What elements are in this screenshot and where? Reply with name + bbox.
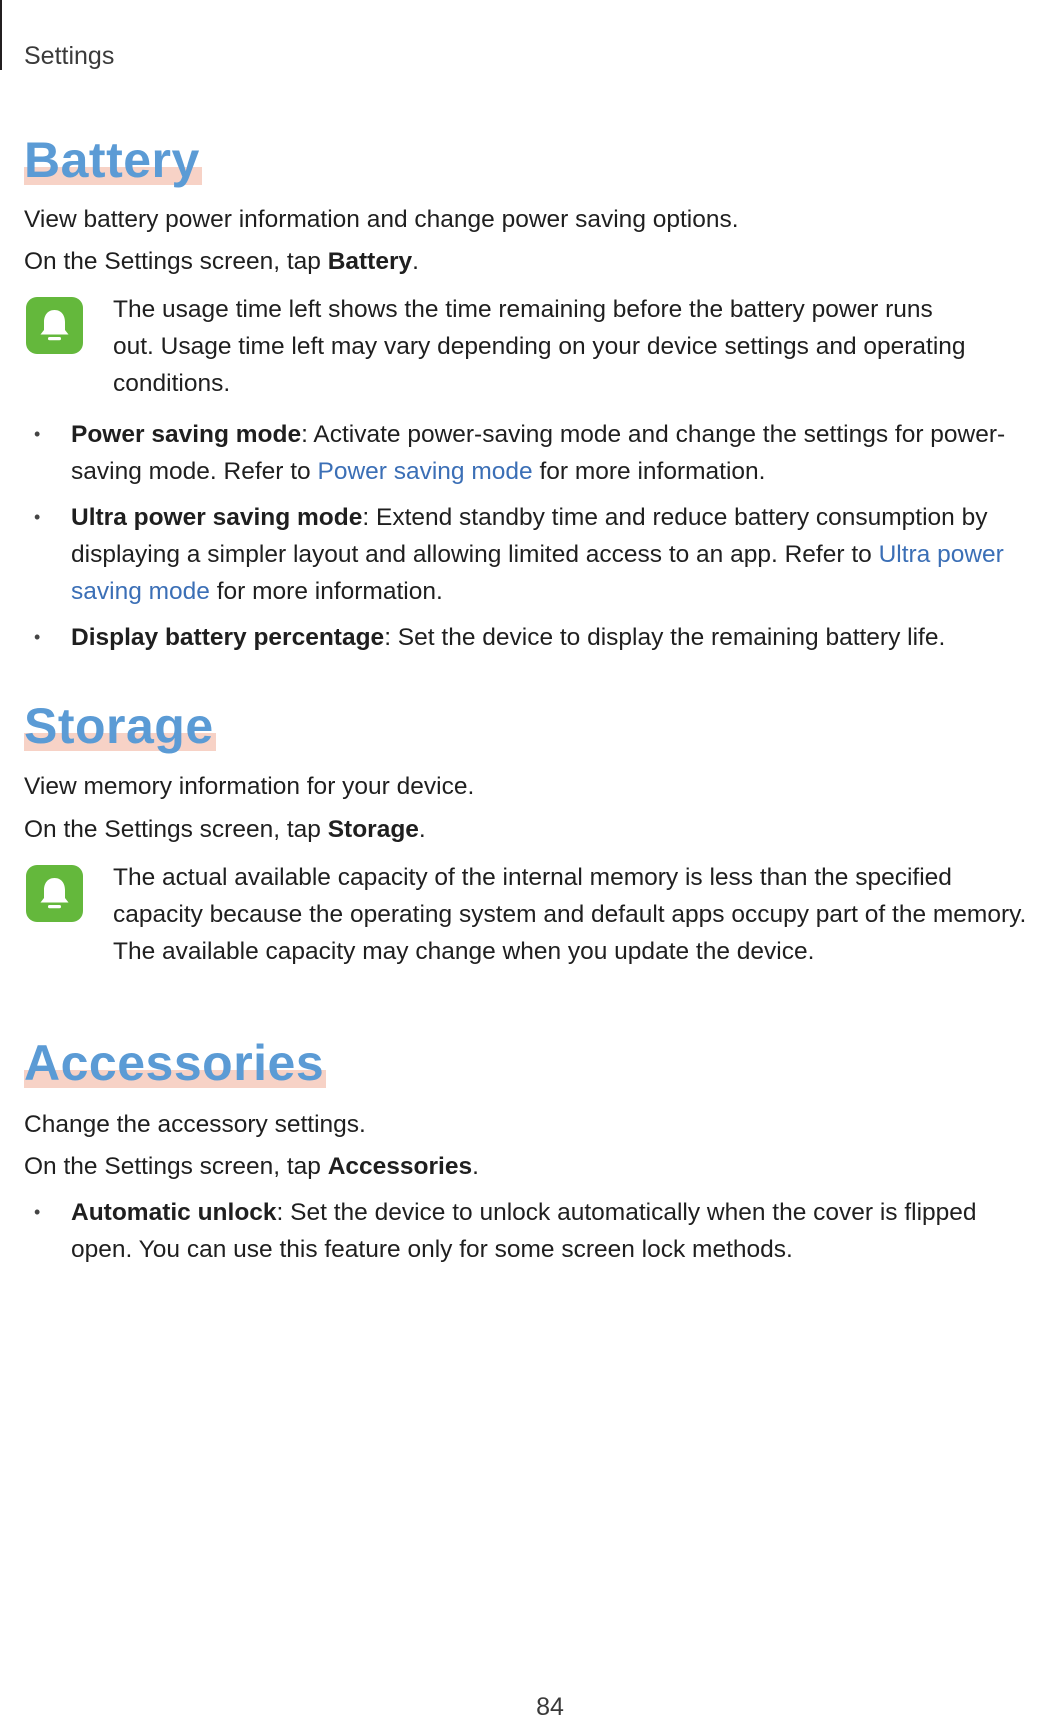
storage-tap-instruction: On the Settings screen, tap Storage. bbox=[24, 816, 426, 843]
battery-note-line: The usage time left shows the time remaining before the battery power runs bbox=[113, 296, 933, 323]
power-saving-mode-link[interactable]: Power saving mode bbox=[317, 458, 533, 485]
battery-intro: View battery power information and change power saving options. bbox=[24, 206, 739, 233]
battery-note bbox=[113, 291, 1063, 402]
option-term: Automatic unlock bbox=[71, 1199, 277, 1226]
battery-tap-instruction: On the Settings screen, tap Battery. bbox=[24, 248, 419, 275]
option-term: Ultra power saving mode bbox=[71, 504, 363, 531]
bullet-dot: • bbox=[34, 627, 41, 647]
option-term: Power saving mode bbox=[71, 421, 302, 448]
storage-intro: View memory information for your device. bbox=[24, 773, 475, 800]
list-item-automatic-unlock: • Automatic unlock: Set the device to unlock automatically when the cover is flipped open. You can use this feature only for some screen lock methods. bbox=[0, 1194, 1063, 1268]
accessories-intro: Change the accessory settings. bbox=[24, 1111, 366, 1138]
running-head: Settings bbox=[24, 42, 115, 70]
battery-heading: Battery bbox=[24, 132, 200, 188]
storage-note-line: capacity because the operating system and default apps occupy part of the memory. bbox=[113, 901, 1027, 928]
ultra-power-saving-mode-link[interactable]: Ultra power bbox=[878, 541, 1004, 568]
storage-note bbox=[113, 859, 1063, 970]
accessories-tap-target: Accessories bbox=[327, 1153, 473, 1180]
storage-note-line: The actual available capacity of the internal memory is less than the specified bbox=[113, 864, 952, 891]
list-item-display-battery-percentage: • Display battery percentage: Set the device to display the remaining battery life. bbox=[0, 619, 1063, 656]
list-item-ultra-power-saving-mode: • Ultra power saving mode: Extend standby time and reduce battery consumption by displaying a simpler layout and allowing limited access to an app. Refer to Ultra power saving mode for more information. bbox=[0, 499, 1063, 610]
accessories-heading: Accessories bbox=[24, 1035, 325, 1091]
storage-tap-target: Storage bbox=[327, 816, 419, 843]
storage-heading: Storage bbox=[24, 698, 214, 754]
battery-note-line: out. Usage time left may vary depending on your device settings and operating bbox=[113, 333, 966, 360]
battery-tap-target: Battery bbox=[327, 248, 413, 275]
accessories-options-list bbox=[0, 1194, 1063, 1277]
bell-icon bbox=[26, 297, 83, 354]
bullet-dot: • bbox=[34, 1202, 41, 1222]
bullet-dot: • bbox=[34, 507, 41, 527]
accessories-tap-instruction: On the Settings screen, tap Accessories. bbox=[24, 1153, 479, 1180]
ultra-power-saving-mode-link-continued[interactable]: saving mode bbox=[71, 578, 210, 605]
option-term: Display battery percentage bbox=[71, 624, 385, 651]
page-number: 84 bbox=[536, 1693, 564, 1721]
bell-icon bbox=[26, 865, 83, 922]
storage-note-line: The available capacity may change when you update the device. bbox=[113, 938, 815, 965]
list-item-power-saving-mode: • Power saving mode: Activate power-saving mode and change the settings for power- saving mode. Refer to Power saving mode for more information. bbox=[0, 416, 1063, 490]
corner-rule bbox=[0, 0, 2, 70]
battery-note-line: conditions. bbox=[113, 370, 231, 397]
battery-options-list bbox=[0, 416, 1063, 665]
bullet-dot: • bbox=[34, 424, 41, 444]
